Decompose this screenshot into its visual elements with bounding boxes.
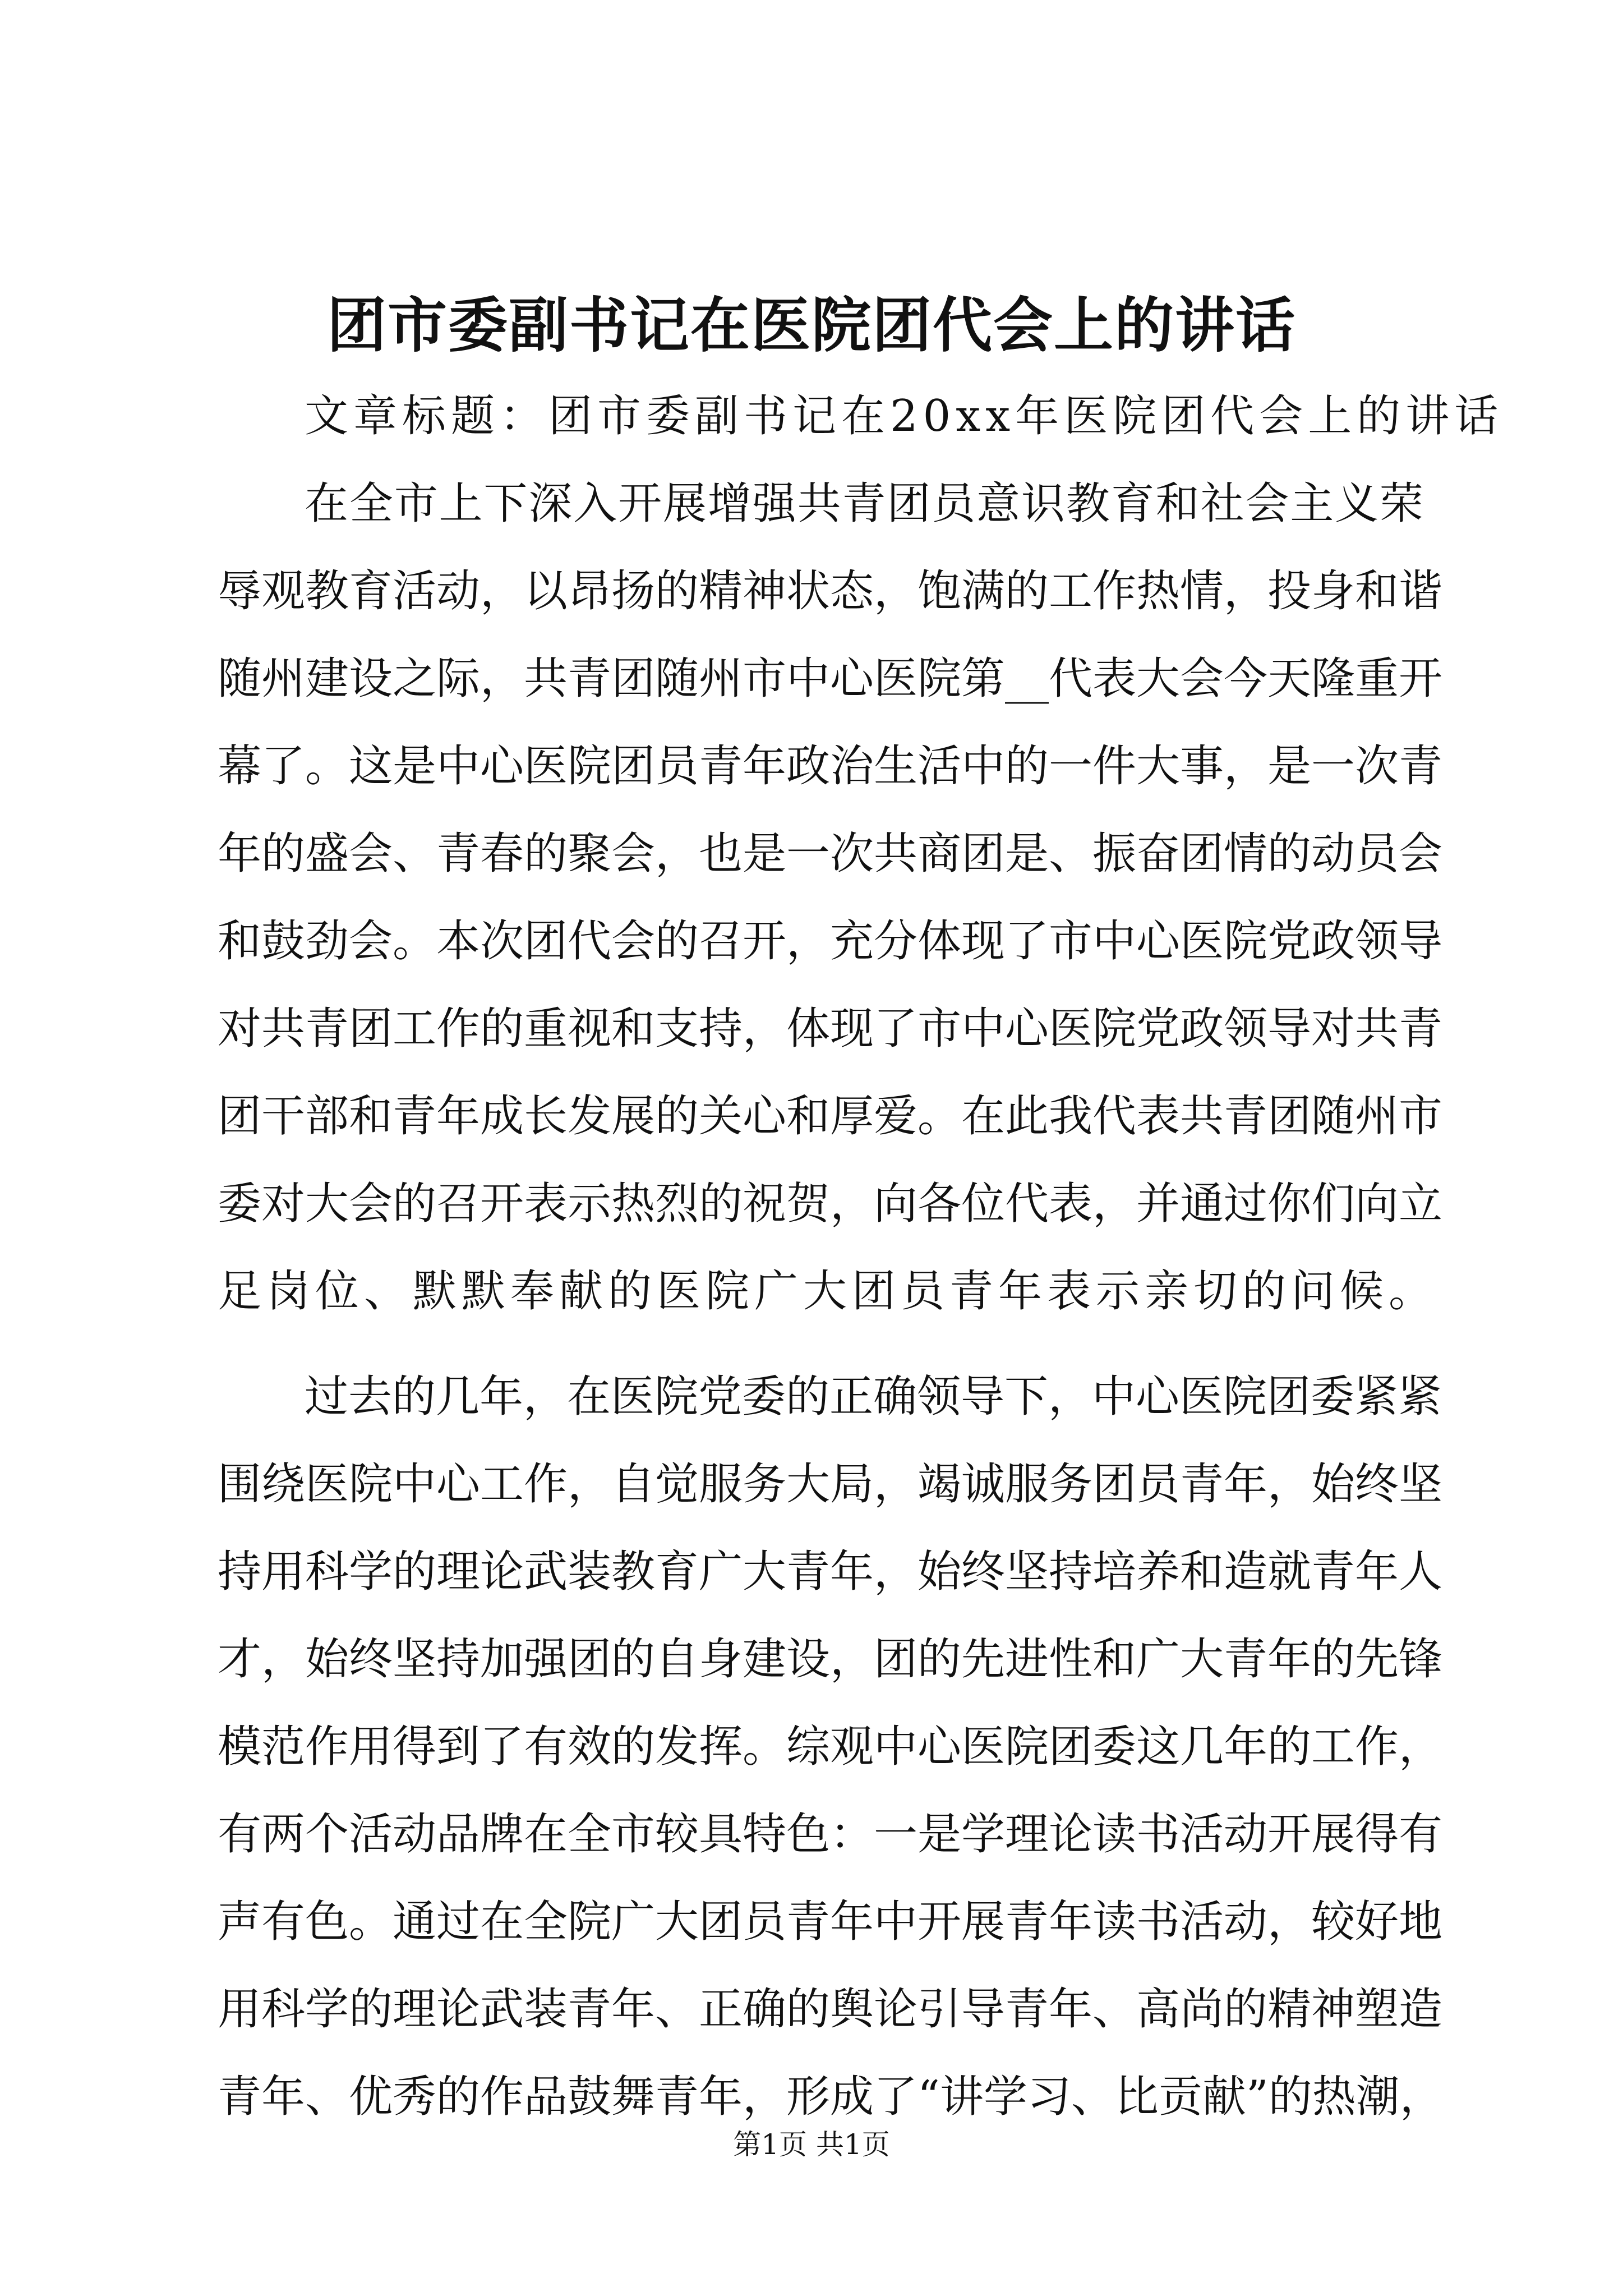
paragraph-line: 才，始终坚持加强团的自身建设，团的先进性和广大青年的先锋 xyxy=(218,1634,1443,1685)
paragraph-line: 用科学的理论武装青年、正确的舆论引导青年、高尚的精神塑造 xyxy=(218,1984,1443,2035)
paragraph-line: 有两个活动品牌在全市较具特色：一是学理论读书活动开展得有 xyxy=(218,1809,1443,1860)
page-footer: 第1页 共1页 xyxy=(733,2128,890,2161)
paragraph-line: 和鼓劲会。本次团代会的召开，充分体现了市中心医院党政领导 xyxy=(218,916,1443,967)
article-title-label: 文章标题：团市委副书记在20xx年医院团代会上的讲话 xyxy=(305,391,1504,441)
paragraph-line: 委对大会的召开表示热烈的祝贺，向各位代表，并通过你们向立 xyxy=(218,1179,1443,1229)
paragraph-line: 围绕医院中心工作，自觉服务大局，竭诚服务团员青年，始终坚 xyxy=(218,1459,1443,1510)
paragraph-line: 足岗位、默默奉献的医院广大团员青年表示亲切的问候。 xyxy=(218,1266,1438,1317)
document-body xyxy=(218,372,1504,2141)
paragraph-line: 幕了。这是中心医院团员青年政治生活中的一件大事，是一次青 xyxy=(218,741,1443,792)
paragraph-1 xyxy=(218,460,1443,1335)
paragraph-line: 过去的几年，在医院党委的正确领导下，中心医院团委紧紧 xyxy=(305,1372,1442,1422)
paragraph-line: 模范作用得到了有效的发挥。综观中心医院团委这几年的工作， xyxy=(218,1722,1443,1772)
document-title: 团市委副书记在医院团代会上的讲话 xyxy=(327,290,1296,360)
paragraph-line: 辱观教育活动，以昂扬的精神状态，饱满的工作热情，投身和谐 xyxy=(218,566,1443,616)
paragraph-line: 随州建设之际，共青团随州市中心医院第__代表大会今天隆重开 xyxy=(218,654,1443,704)
paragraph-line: 团干部和青年成长发展的关心和厚爱。在此我代表共青团随州市 xyxy=(218,1091,1443,1142)
paragraph-2 xyxy=(218,1353,1444,2141)
paragraph-line: 青年、优秀的作品鼓舞青年，形成了“讲学习、比贡献”的热潮， xyxy=(218,2072,1444,2122)
paragraph-line: 对共青团工作的重视和支持，体现了市中心医院党政领导对共青 xyxy=(218,1004,1443,1054)
paragraph-line: 在全市上下深入开展增强共青团员意识教育和社会主义荣 xyxy=(305,478,1423,529)
paragraph-line: 持用科学的理论武装教育广大青年，始终坚持培养和造就青年人 xyxy=(218,1547,1443,1597)
paragraph-line: 声有色。通过在全院广大团员青年中开展青年读书活动，较好地 xyxy=(218,1897,1443,1947)
paragraph-line: 年的盛会、青春的聚会，也是一次共商团是、振奋团情的动员会 xyxy=(218,829,1443,879)
